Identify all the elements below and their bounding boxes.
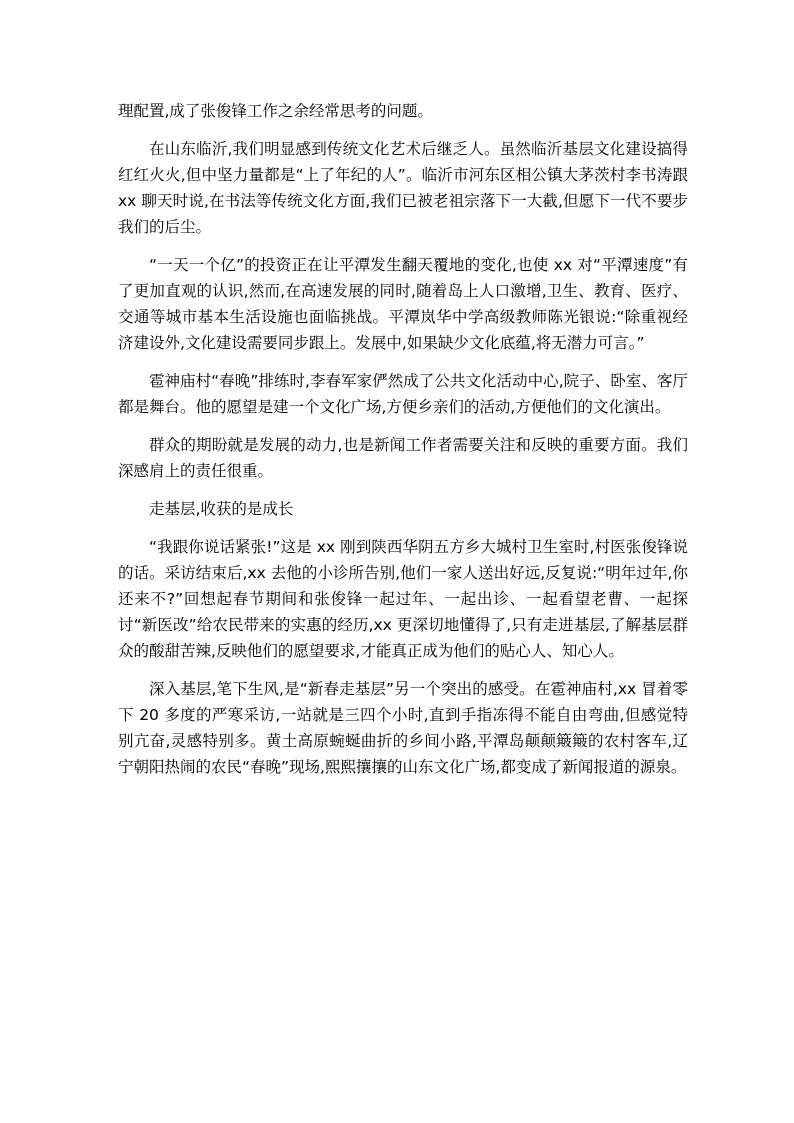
paragraph-expectations: 群众的期盼就是发展的动力,也是新闻工作者需要关注和反映的重要方面。我们深感肩上的责任很重。 <box>118 436 688 480</box>
paragraph-baoshenmiao: 雹神庙村“春晚”排练时,李春军家俨然成了公共文化活动中心,院子、卧室、客厅都是舞台。他的愿望是建一个文化广场,方便乡亲们的活动,方便他们的文化演出。 <box>118 372 688 416</box>
paragraph-continuation: 理配置,成了张俊锋工作之余经常思考的问题。 <box>118 102 433 120</box>
document-body <box>118 98 688 792</box>
paragraph-linyi: 在山东临沂,我们明显感到传统文化艺术后继乏人。虽然临沂基层文化建设搞得红红火火,但中坚力量都是“上了年纪的人”。临沂市河东区相公镇大茅茨村李书涛跟 xx 聊天时说,在书法等传统文化方面,我们已被老祖宗落下一大截,但愿下一代不要步我们的后尘。 <box>118 140 688 236</box>
paragraph-village-doctor: “我跟你说话紧张!”这是 xx 刚到陕西华阴五方乡大城村卫生室时,村医张俊锋说的话。采访结束后,xx 去他的小诊所告别,他们一家人送出好远,反复说:“明年过年,你还来不?”回想起春节期间和张俊锋一起过年、一起出诊、一起看望老曹、一起探讨“新医改”给农民带来的实惠的经历,xx 更深切地懂得了,只有走进基层,了解基层群众的酸甜苦辣,反映他们的愿望要求,才能真正成为他们的贴心人、知心人。 <box>118 538 688 660</box>
section-heading: 走基层,收获的是成长 <box>149 500 294 518</box>
paragraph-pingtan: “一天一个亿”的投资正在让平潭发生翻天覆地的变化,也使 xx 对“平潭速度”有了更加直观的认识,然而,在高速发展的同时,随着岛上人口激增,卫生、教育、医疗、交通等城市基本生活设施也面临挑战。平潭岚华中学高级教师陈光银说:“除重视经济建设外,文化建设需要同步跟上。发展中,如果缺少文化底蕴,将无潜力可言。” <box>118 256 688 352</box>
paragraph-deep-grassroots: 深入基层,笔下生风,是“新春走基层”另一个突出的感受。在雹神庙村,xx 冒着零下 20 多度的严寒采访,一站就是三四个小时,直到手指冻得不能自由弯曲,但感觉特别亢奋,灵感特别多。黄土高原蜿蜒曲折的乡间小路,平潭岛颠颠簸簸的农村客车,辽宁朝阳热闹的农民“春晚”现场,熙熙攘攘的山东文化广场,都变成了新闻报道的源泉。 <box>118 680 688 776</box>
